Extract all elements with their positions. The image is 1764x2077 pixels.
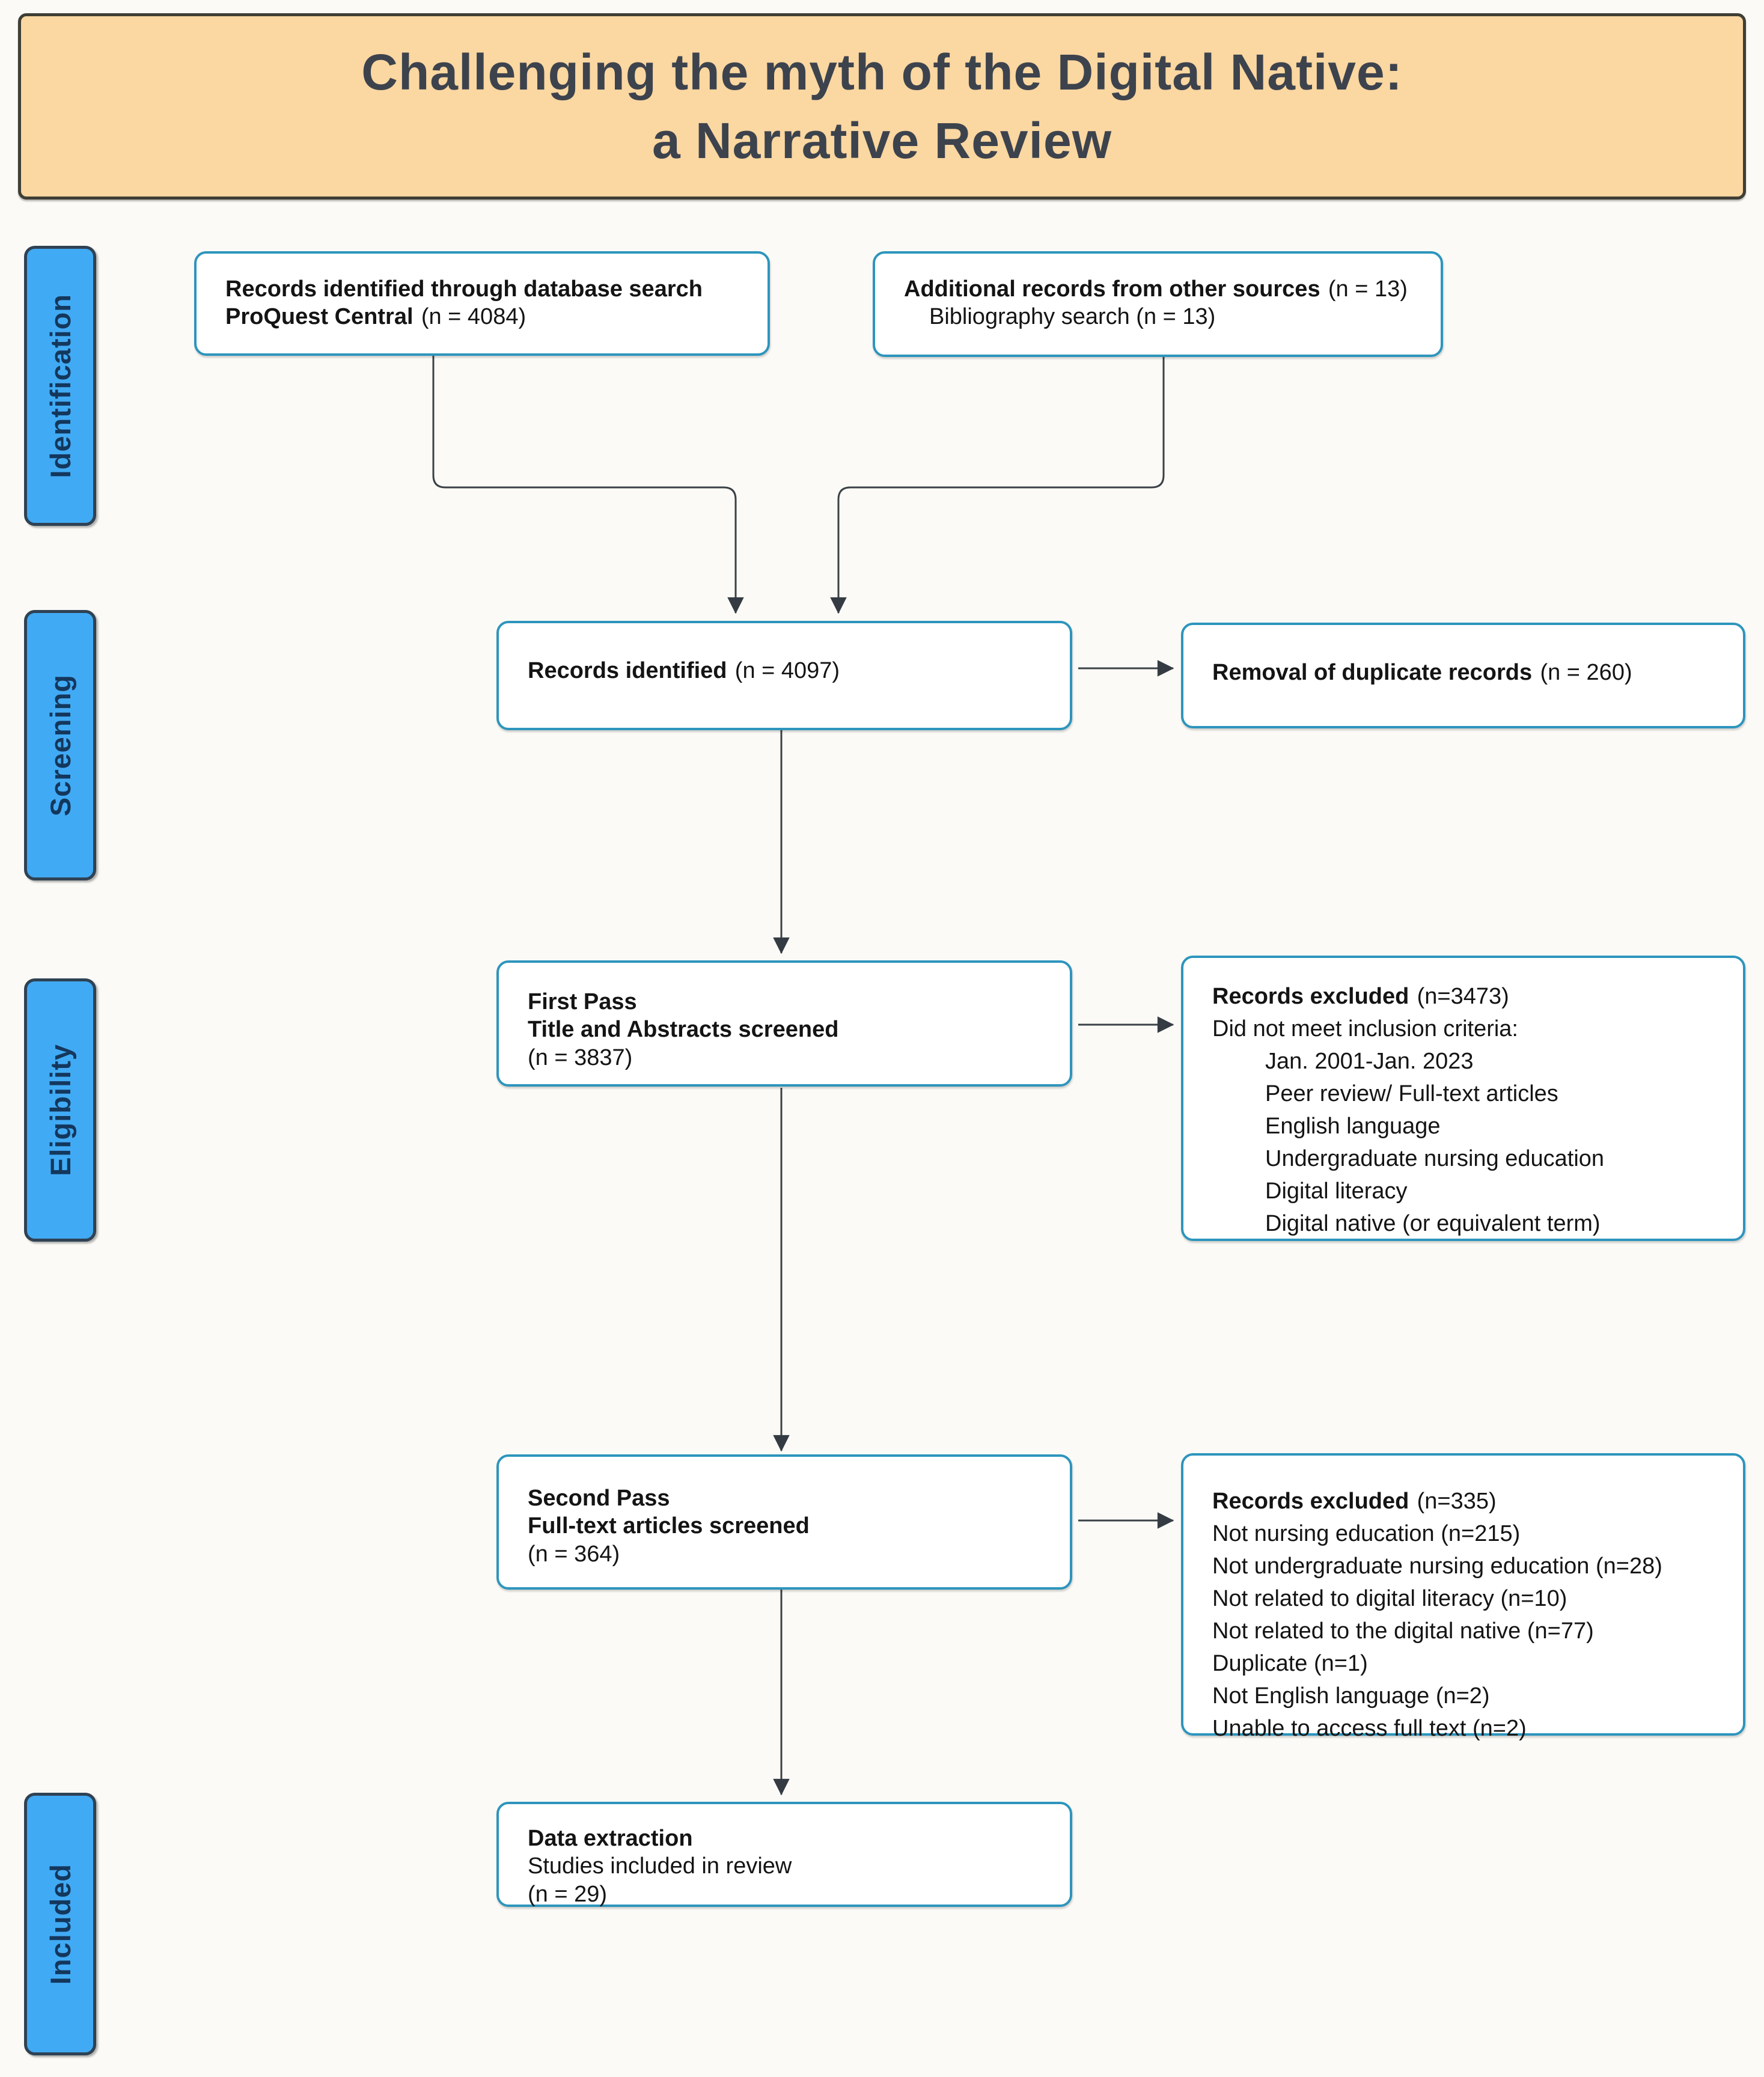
stage-label-identification-text: Identification: [44, 293, 76, 478]
excluded-second-item: Duplicate (n=1): [1212, 1650, 1368, 1676]
box-excluded-second-title-line: [1212, 1486, 1715, 1518]
box-records-identified-title: Records identified: [528, 658, 727, 683]
stage-label-eligibility-text: Eligibility: [44, 1044, 76, 1176]
box-first-pass-subtitle: Title and Abstracts screened: [528, 1017, 839, 1043]
excluded-first-item: Digital native (or equivalent term): [1265, 1210, 1601, 1236]
box-duplicates-removed: [1181, 623, 1745, 728]
excluded-second-item: Not related to digital literacy (n=10): [1212, 1585, 1567, 1611]
excluded-first-item: English language: [1265, 1113, 1441, 1139]
box-first-pass-line1: [528, 988, 1042, 1016]
excluded-second-item: Not English language (n=2): [1212, 1683, 1490, 1709]
box-database-search-source: ProQuest Central: [225, 304, 414, 330]
box-data-extraction-title: Data extraction: [528, 1826, 693, 1851]
stage-label-included: [24, 1793, 96, 2055]
box-first-pass-count: (n = 3837): [528, 1045, 633, 1070]
page-title-line1: Challenging the myth of the Digital Native:: [361, 43, 1403, 100]
stage-label-identification: [24, 246, 96, 526]
box-second-pass-line1: [528, 1484, 1042, 1512]
arrow-db-search-to-records-identified: [433, 356, 736, 613]
box-second-pass-subtitle: Full-text articles screened: [528, 1513, 810, 1539]
excluded-second-item: Unable to access full text (n=2): [1212, 1715, 1527, 1741]
stage-label-screening-text: Screening: [44, 674, 76, 817]
box-database-search-line1-text: Records identified through database search: [225, 276, 703, 302]
excluded-first-item: Undergraduate nursing education: [1265, 1145, 1605, 1171]
box-database-search-line2: [225, 303, 740, 331]
box-second-pass-line2: [528, 1512, 1042, 1540]
box-duplicates-removed-title: Removal of duplicate records: [1212, 660, 1533, 685]
box-data-extraction: [496, 1802, 1072, 1907]
box-data-extraction-count: (n = 29): [528, 1881, 608, 1907]
box-second-pass-count: (n = 364): [528, 1541, 620, 1567]
stage-label-eligibility: [24, 978, 96, 1242]
box-database-search-count: (n = 4084): [421, 304, 526, 330]
stage-label-included-text: Included: [44, 1863, 76, 1985]
box-duplicates-removed-count: (n = 260): [1540, 660, 1632, 685]
box-other-sources-line1: [904, 275, 1413, 303]
box-excluded-first-title-line: [1212, 981, 1715, 1013]
title-banner: [18, 13, 1746, 200]
box-database-search: [194, 251, 770, 356]
box-excluded-second-count: (n=335): [1417, 1489, 1497, 1514]
box-first-pass: [496, 960, 1072, 1087]
box-other-sources-count: (n = 13): [1328, 276, 1408, 302]
stage-label-screening: [24, 610, 96, 880]
box-data-extraction-line1: [528, 1825, 1042, 1852]
box-second-pass: [496, 1454, 1072, 1590]
box-excluded-first-title: Records excluded: [1212, 984, 1409, 1009]
box-records-identified-line: [528, 657, 1042, 685]
box-second-pass-title: Second Pass: [528, 1486, 670, 1511]
excluded-first-item: Peer review/ Full-text articles: [1265, 1081, 1558, 1106]
box-records-identified: [496, 621, 1072, 730]
box-records-identified-count: (n = 4097): [734, 658, 840, 683]
box-other-sources-title: Additional records from other sources: [904, 276, 1320, 302]
box-first-pass-line2: [528, 1016, 1042, 1043]
box-excluded-second-pass: [1181, 1453, 1745, 1741]
box-excluded-second-title: Records excluded: [1212, 1489, 1409, 1514]
box-excluded-first-pass: [1181, 956, 1745, 1241]
box-duplicates-removed-line: [1212, 659, 1715, 686]
excluded-second-item: Not related to the digital native (n=77): [1212, 1618, 1594, 1644]
excluded-second-item: Not undergraduate nursing education (n=28): [1212, 1553, 1662, 1579]
excluded-second-item: Not nursing education (n=215): [1212, 1520, 1521, 1546]
arrow-other-sources-to-records-identified: [838, 357, 1164, 613]
box-data-extraction-subtitle: Studies included in review: [528, 1853, 792, 1879]
box-excluded-first-count: (n=3473): [1417, 984, 1509, 1009]
box-other-sources-bibliography: Bibliography search (n = 13): [929, 304, 1216, 330]
excluded-first-item: Jan. 2001-Jan. 2023: [1265, 1048, 1474, 1074]
box-excluded-first-subtitle: Did not meet inclusion criteria:: [1212, 1016, 1518, 1042]
box-database-search-line1: [225, 275, 740, 303]
excluded-first-item: Digital literacy: [1265, 1178, 1408, 1204]
box-other-sources: [873, 251, 1443, 357]
box-first-pass-title: First Pass: [528, 989, 637, 1014]
page-title-line2: a Narrative Review: [652, 112, 1112, 169]
